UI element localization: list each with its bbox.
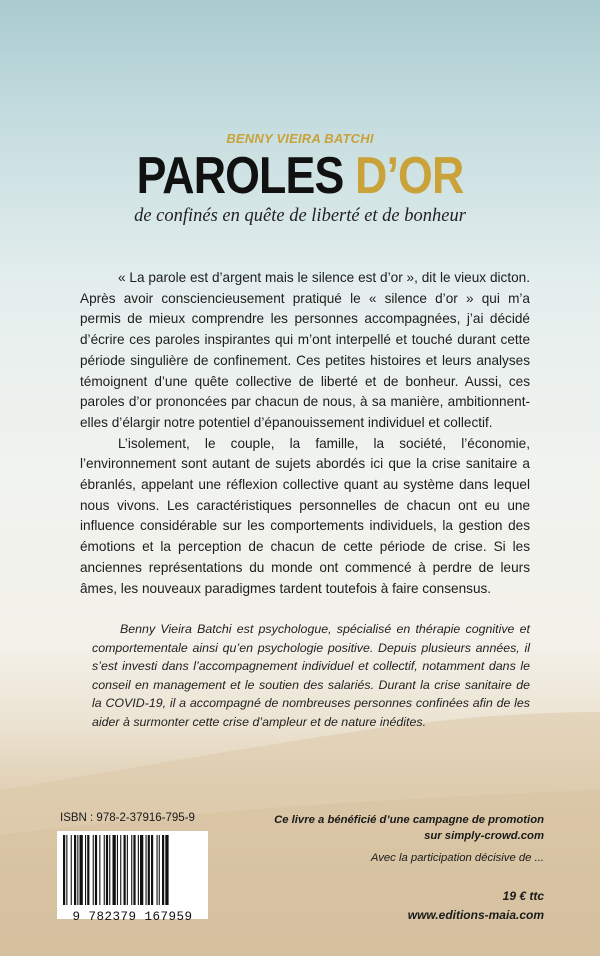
publisher-website: www.editions-maia.com <box>407 908 544 922</box>
barcode-bar <box>162 835 164 905</box>
barcode-bar <box>71 835 72 905</box>
barcode-bar <box>93 835 94 905</box>
barcode-bar <box>99 835 100 905</box>
barcode-bar <box>66 835 67 905</box>
barcode-bar <box>106 835 108 905</box>
blurb-paragraph-2: L’isolement, le couple, la famille, la société, l’économie, l’environnement sont autant de sujets abordés ici que la crise sanitaire a ébranlés, appelant une réflexion collective quant au système dans lequel nous vivons. Les caractéristiques personnelles de chacun ont eu une influence considérable sur les comportements individuels, la gestion des émotions et la perception de chacun de cette période de crise. Si les anciennes représentations du monde ont commencé à perdre de leurs âmes, les nouveaux paradigmes tardent toutefois à faire consensus. <box>80 435 530 596</box>
barcode-bar <box>131 835 132 905</box>
blurb-text <box>80 268 530 599</box>
barcode-bar <box>127 835 128 905</box>
author-bio <box>92 620 530 732</box>
barcode-bar <box>77 835 78 905</box>
barcode-bar <box>148 835 150 905</box>
author-name: BENNY VIEIRA BATCHI <box>226 131 374 146</box>
barcode-bar <box>87 835 89 905</box>
barcode-bar <box>63 835 65 905</box>
author-bio-text: Benny Vieira Batchi est psychologue, spécialisé en thérapie cognitive et comportementale ainsi qu’en psychologie positive. Depuis plusieurs années, il s’est investi dans l’accompagnement individuel et collectif, notamment dans le conseil en management et le soutien des salariés. Durant la crise sanitaire de la COVID-19, il a accompagné de nombreuses personnes confinées afin de les aider à surmonter cette crise d’ampleur et de nature inédites. <box>92 622 530 729</box>
participation-text: Avec la participation décisive de ... <box>370 852 544 864</box>
barcode-bar <box>120 835 121 905</box>
barcode-bar <box>159 835 160 905</box>
book-title-part2: D’OR <box>355 147 464 205</box>
barcode-bar <box>80 835 83 905</box>
barcode-bar <box>140 835 143 905</box>
barcode-bar <box>117 835 118 905</box>
barcode-bar <box>104 835 105 905</box>
book-title-part1: PAROLES <box>136 147 356 205</box>
book-subtitle: de confinés en quête de liberté et de bonheur <box>134 206 466 226</box>
barcode <box>57 831 208 919</box>
barcode-bar <box>85 835 86 905</box>
price: 19 € ttc <box>502 889 544 903</box>
barcode-bar <box>95 835 97 905</box>
barcode-bar <box>157 835 158 905</box>
barcode-bars <box>57 831 208 911</box>
promo-line-2: sur simply-crowd.com <box>424 830 544 842</box>
barcode-digits: 9 782379 167959 <box>72 910 193 924</box>
barcode-bar <box>133 835 135 905</box>
isbn-label: ISBN : 978-2-37916-795-9 <box>60 812 195 824</box>
barcode-bar <box>151 835 153 905</box>
barcode-bar <box>146 835 147 905</box>
barcode-bar <box>109 835 110 905</box>
barcode-bar <box>165 835 168 905</box>
barcode-bar <box>74 835 76 905</box>
book-title <box>42 146 558 206</box>
promo-text <box>274 812 544 844</box>
promo-line-1: Ce livre a bénéficié d’une campagne de promotion <box>274 814 544 826</box>
barcode-bar <box>124 835 126 905</box>
barcode-bar <box>138 835 139 905</box>
blurb-paragraph-1: « La parole est d’argent mais le silence est d’or », dit le vieux dicton. Après avoir consciencieusement pratiqué le « silence d’or » qui m’a permis de mieux comprendre les personnes accompagnées, j’ai décidé d’écrire ces paroles inspirantes qui m’ont interpellé et touché durant cette période singulière de confinement. Ces petites histoires et leurs analyses témoignent d’une quête collective de liberté et de bonheur. Aussi, ces paroles d’or prononcées par chacun de nous, à sa manière, ambitionnent-elles d’élargir notre potentiel d’épanouissement individuel et collectif. <box>80 270 530 430</box>
barcode-bar <box>113 835 116 905</box>
